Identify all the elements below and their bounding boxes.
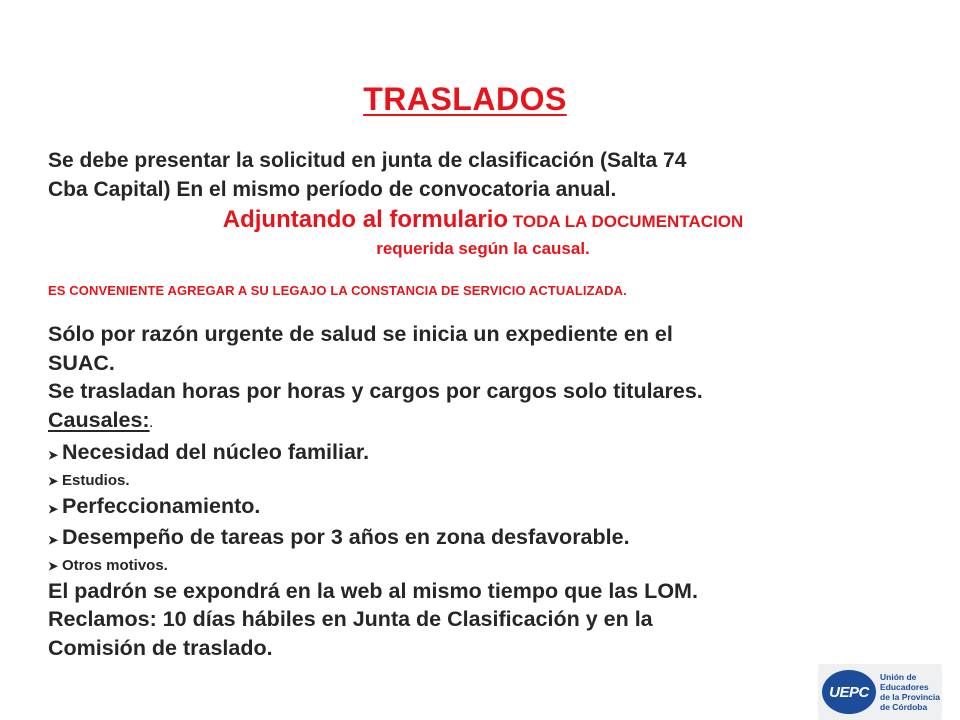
logo-oval: UEPC (822, 670, 876, 714)
logo-text (880, 672, 940, 712)
adjuntando-line (48, 204, 918, 236)
logo-line: de la Provincia (880, 692, 940, 702)
uepc-logo (818, 664, 942, 720)
causal-text: Perfeccionamiento. (62, 493, 261, 518)
reclamos-line-2: Comisión de traslado. (48, 635, 273, 660)
adjuntando-text: Adjuntando al formulario (222, 206, 509, 233)
documentacion-text: TODA LA DOCUMENTACION (508, 212, 744, 231)
list-item (48, 438, 918, 470)
causales-label: Causales: (48, 407, 150, 432)
causal-text: Otros motivos. (62, 556, 168, 574)
list-item (48, 492, 918, 524)
horas-text: Se trasladan horas por horas y cargos por cargos solo titulares. (48, 379, 703, 403)
page-title: TRASLADOS (363, 81, 567, 117)
intro-line-2: Cba Capital) En el mismo período de convocatoria anual. (48, 178, 617, 201)
causal-text: Estudios. (62, 471, 130, 489)
logo-line: de Córdoba (880, 702, 928, 712)
causal-text: Necesidad del núcleo familiar. (62, 440, 370, 464)
padron-text: El padrón se expondrá en la web al mismo tiempo que las LOM. (48, 578, 698, 603)
arrowhead-bullet-icon: ➤ (48, 501, 59, 516)
arrowhead-bullet-icon: ➤ (48, 473, 59, 488)
arrowhead-bullet-icon: ➤ (48, 533, 59, 547)
salud-line-1: Sólo por razón urgente de salud se inicia un expediente en el (48, 322, 673, 346)
list-item (48, 523, 918, 555)
intro-line-1: Se debe presentar la solicitud en junta de clasificación (Salta 74 (48, 149, 687, 172)
logo-line: Unión de (880, 672, 917, 682)
logo-line: Educadores (880, 682, 929, 692)
reclamos-line-1: Reclamos: 10 días hábiles en Junta de Clasificación y en la (48, 607, 653, 631)
notice-text: ES CONVENIENTE AGREGAR A SU LEGAJO LA CONSTANCIA DE SERVICIO ACTUALIZADA. (48, 283, 627, 298)
causales-heading (48, 406, 918, 439)
slide-body (48, 146, 918, 662)
causales-dot: . (149, 417, 153, 430)
arrowhead-bullet-icon: ➤ (48, 558, 59, 573)
causal-text: Desempeño de tareas por 3 años en zona desfavorable. (62, 525, 630, 549)
salud-line-2: SUAC. (48, 350, 115, 375)
list-item (48, 470, 918, 492)
list-item (48, 555, 918, 577)
arrowhead-bullet-icon: ➤ (48, 448, 59, 462)
requerida-text: requerida según la causal. (376, 239, 590, 258)
